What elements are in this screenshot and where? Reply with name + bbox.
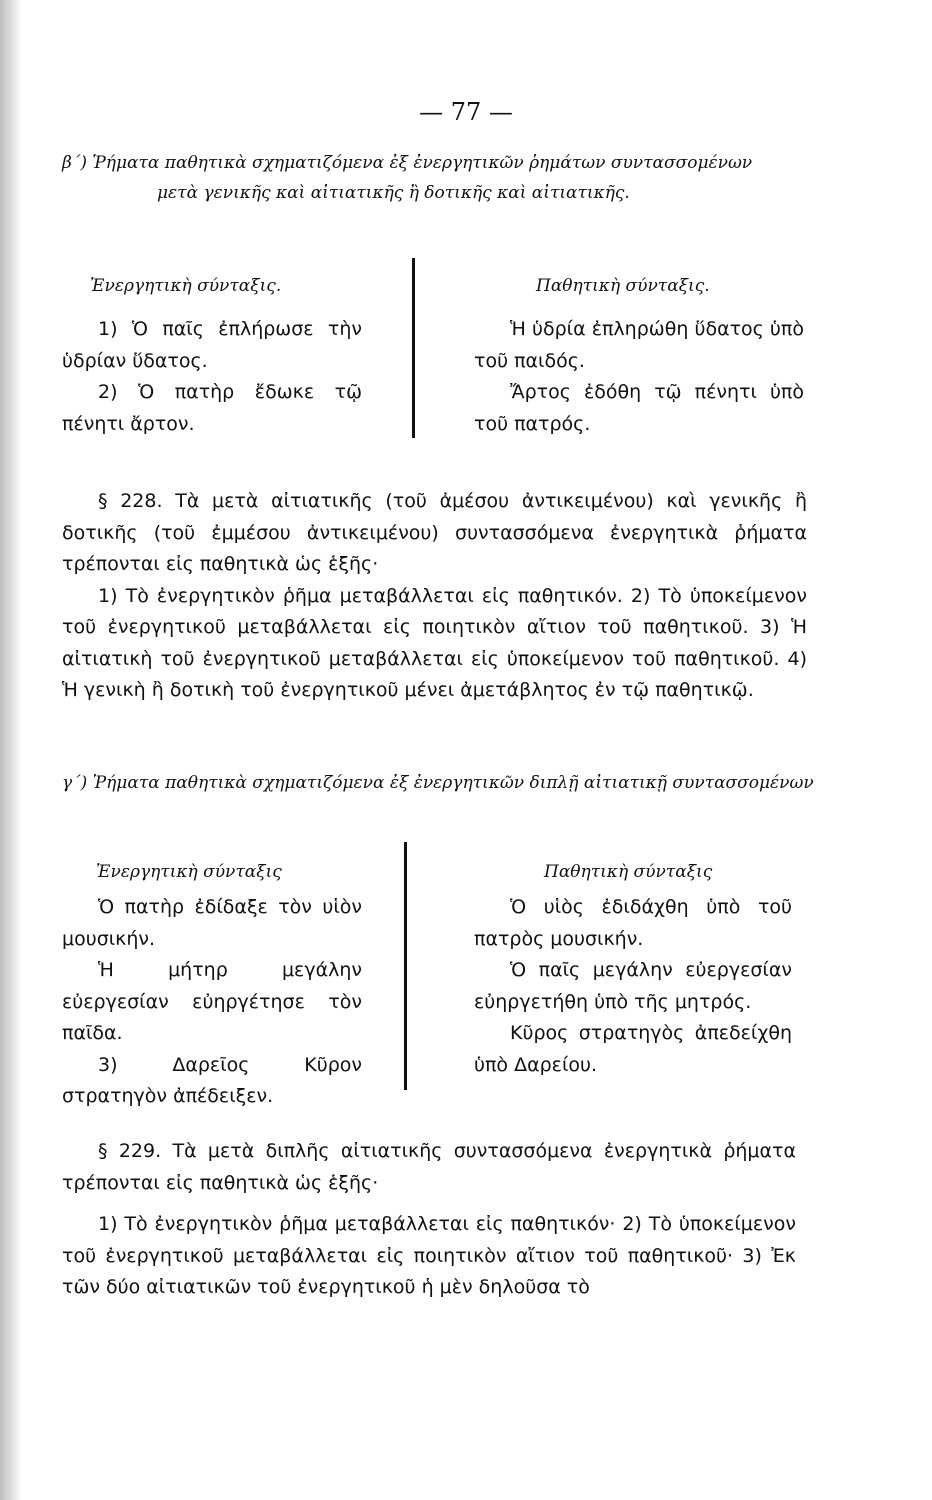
paragraph-229: [62, 1136, 796, 1304]
beta-column-divider: [412, 258, 415, 438]
beta-active-text: [62, 314, 362, 440]
beta-active-column: [62, 276, 362, 440]
paragraph-229-intro: § 229. Τὰ μετὰ διπλῆς αἰτιατικῆς συντασσόμενα ἐνεργητικὰ ῥήματα τρέπονται εἰς παθητικὰ ὡς ἑξῆς·: [62, 1140, 796, 1194]
beta-passive-example-1: Ἡ ὑδρία ἐπληρώθη ὕδατος ὑπὸ τοῦ παιδός.: [474, 318, 804, 372]
section-beta-heading-line-1: β΄) Ῥήματα παθητικὰ σχηματιζόμενα ἐξ ἐνεργητικῶν ῥημάτων συντασσομένων: [62, 153, 753, 173]
gamma-active-example-2: Ἡ μήτηρ μεγάλην εὐεργεσίαν εὐηργέτησε τὸν παῖδα.: [62, 959, 362, 1044]
section-beta-heading-line-2: μετὰ γενικῆς καὶ αἰτιατικῆς ἢ δοτικῆς καὶ αἰτιατικῆς.: [157, 183, 630, 203]
gamma-passive-example-1: Ὁ υἱὸς ἐδιδάχθη ὑπὸ τοῦ πατρὸς μουσικήν.: [474, 896, 792, 950]
beta-passive-example-2: Ἄρτος ἐδόθη τῷ πένητι ὑπὸ τοῦ πατρός.: [474, 381, 804, 435]
section-beta-heading: [62, 148, 842, 208]
paragraph-228-rules: 1) Τὸ ἐνεργητικὸν ῥῆμα μεταβάλλεται εἰς παθητικόν. 2) Τὸ ὑποκείμενον τοῦ ἐνεργητικοῦ μεταβάλλεται εἰς ποιητικὸν αἴτιον τοῦ παθητικοῦ. 3) Ἡ αἰτιατικὴ τοῦ ἐνεργητικοῦ μεταβάλλεται εἰς ὑποκείμενον τοῦ παθητικοῦ. 4) Ἡ γενικὴ ἢ δοτικὴ τοῦ ἐνεργητικοῦ μένει ἀμετάβλητος ἐν τῷ παθητικῷ.: [62, 584, 807, 701]
gamma-passive-example-3: Κῦρος στρατηγὸς ἀπεδείχθη ὑπὸ Δαρείου.: [474, 1022, 792, 1076]
section-gamma-heading: γ΄) Ῥήματα παθητικὰ σχηματιζόμενα ἐξ ἐνεργητικῶν διπλῇ αἰτιατικῇ συντασσομένων: [62, 773, 814, 793]
beta-passive-column: [474, 276, 804, 440]
gamma-passive-header: Παθητικὴ σύνταξις: [544, 862, 713, 882]
beta-active-example-1: 1) Ὁ παῖς ἐπλήρωσε τὴν ὑδρίαν ὕδατος.: [62, 318, 362, 372]
paragraph-228: [62, 486, 807, 707]
paragraph-228-intro: § 228. Τὰ μετὰ αἰτιατικῆς (τοῦ ἀμέσου ἀντικειμένου) καὶ γενικῆς ἢ δοτικῆς (τοῦ ἐμμέσου ἀντικειμένου) συντασσόμενα ἐνεργητικὰ ῥήματα τρέπονται εἰς παθητικὰ ὡς ἑξῆς·: [62, 490, 807, 575]
beta-active-header: Ἐνεργητικὴ σύνταξις.: [90, 276, 282, 296]
gamma-active-example-1: Ὁ πατὴρ ἐδίδαξε τὸν υἱὸν μουσικήν.: [62, 896, 362, 950]
gamma-column-divider: [404, 842, 407, 1090]
gamma-passive-text: [474, 892, 792, 1081]
beta-passive-text: [474, 314, 804, 440]
gamma-passive-column: [474, 862, 792, 1081]
beta-active-example-2: 2) Ὁ πατὴρ ἔδωκε τῷ πένητι ἄρτον.: [62, 381, 362, 435]
gamma-active-text: [62, 892, 362, 1113]
gamma-passive-example-2: Ὁ παῖς μεγάλην εὐεργεσίαν εὐηργετήθη ὑπὸ τῆς μητρός.: [474, 959, 792, 1013]
gamma-active-column: [62, 862, 362, 1113]
page-number: — 77 —: [419, 98, 513, 126]
page-edge-shadow: [0, 0, 22, 1500]
beta-passive-header: Παθητικὴ σύνταξις.: [536, 276, 710, 296]
paragraph-229-rules: 1) Τὸ ἐνεργητικὸν ῥῆμα μεταβάλλεται εἰς παθητικόν· 2) Τὸ ὑποκείμενον τοῦ ἐνεργητικοῦ μεταβάλλεται εἰς ποιητικὸν αἴτιον τοῦ παθητικοῦ· 3) Ἐκ τῶν δύο αἰτιατικῶν τοῦ ἐνεργητικοῦ ἡ μὲν δηλοῦσα τὸ: [62, 1213, 796, 1298]
gamma-active-header: Ἐνεργητικὴ σύνταξις: [96, 862, 282, 882]
gamma-active-example-3: 3) Δαρεῖος Κῦρον στρατηγὸν ἀπέδειξεν.: [62, 1053, 362, 1107]
